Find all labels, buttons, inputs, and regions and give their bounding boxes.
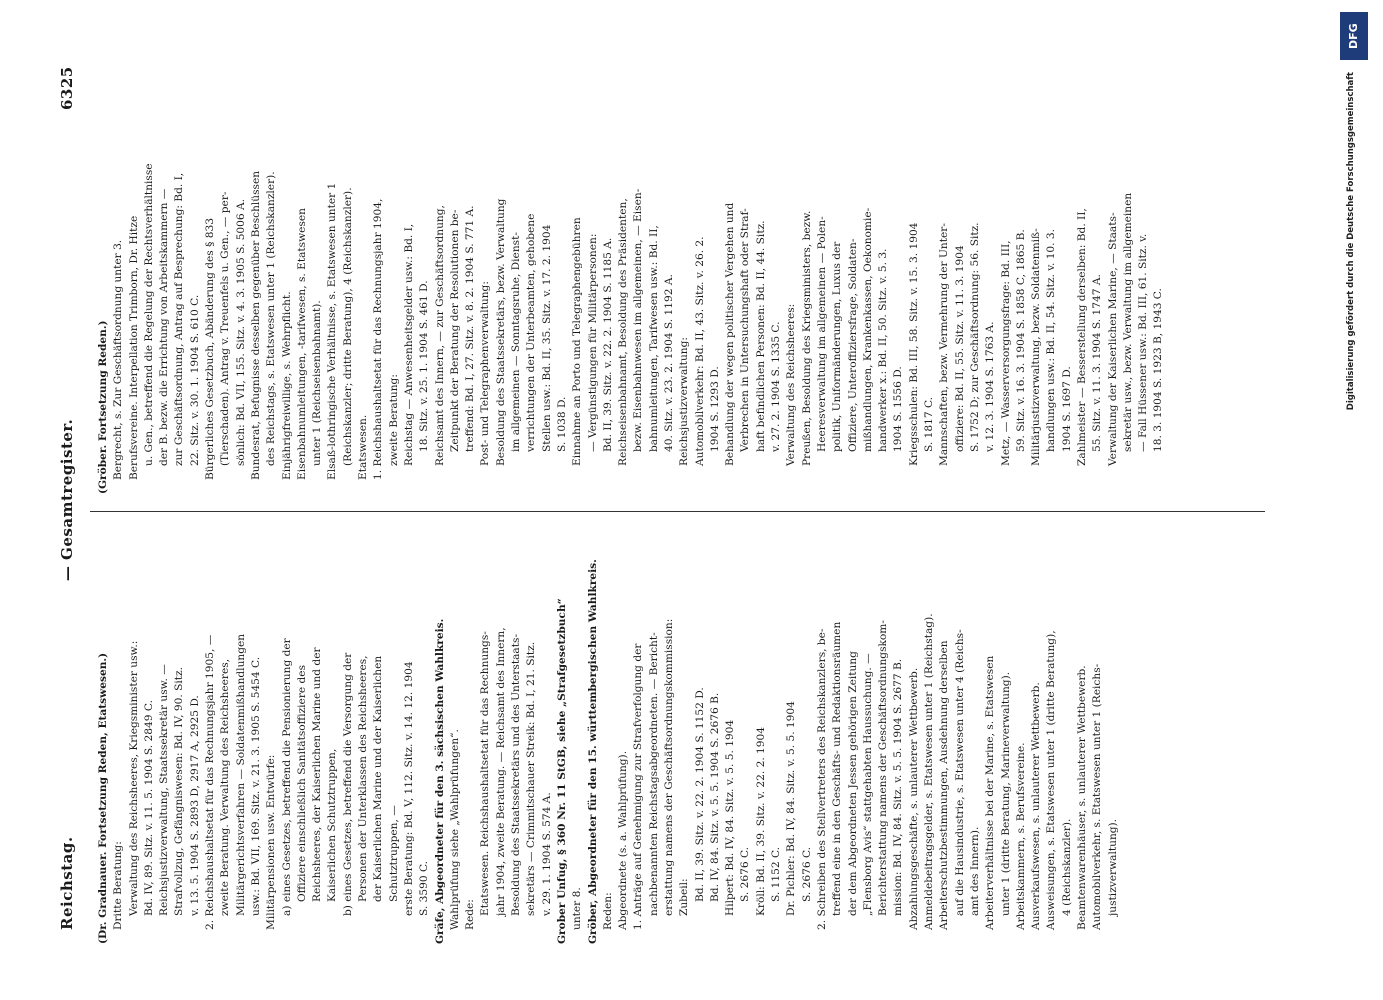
index-line: unter 1 (dritte Beratung, Marineverwaltung). [999,671,1012,916]
page-number: 6325 [58,66,76,110]
index-line: treffend eine in den Geschäfts- und Redaktionsräumen [831,621,844,916]
digitization-notice: Digitalisierung gefördert durch die Deutsche Forschungsgemeinschaft [1346,72,1356,411]
index-line: Besoldung des Staatssekretärs und des Unterstaats- [510,633,523,916]
index-line: Dr. Pichler: Bd. IV, 84. Sitz. v. 5. 5. 1904 [785,701,798,916]
index-line: Reichsjustizverwaltung, Staatssekretär usw. — [158,664,171,916]
index-line: 2. Reichshaushaltsetat für das Rechnungsjahr 1905, — [204,634,217,930]
index-line: Arbeiterverhältnisse bei der Marine, s. Etatswesen [984,655,997,930]
index-line: zur Geschäftsordnung, Antrag auf Besprechung: Bd. I, [173,172,186,466]
index-line: Zubeil: [678,878,691,916]
index-line: Zeitpunkt der Beratung der Resolutionen be- [448,209,461,452]
index-line: Bundesrat, Befugnisse desselben gegenüber Beschlüssen [249,170,262,480]
index-line: Besoldung des Staatssekretärs, bezw. Verwaltung [494,198,507,466]
index-line: (Reichskanzler; dritte Beratung), 4 (Reichskanzler). [341,187,354,466]
dfg-logo: DFG [1340,12,1368,60]
index-line: Verwaltung des Reichsheeres, Kriegsminister usw.: [127,640,140,916]
index-line: Reichsamt des Innern, — zur Geschäftsordnung, [433,205,446,466]
index-line: handlungen usw.: Bd. II, 54. Sitz. v. 10. 3. [1045,228,1058,452]
index-line: Eisenbahnumleitungen, -tarifwesen, s. Etatswesen [295,208,308,480]
index-line: — Vergünstigungen für Militärpersonen: [586,233,599,452]
index-line: 4 (Reichskanzler). [1060,818,1073,916]
index-line: jahr 1904, zweite Beratung. — Reichsamt des Innern, [494,627,507,916]
index-line: sönlich: Bd. VII, 155. Sitz. v. 4. 3. 1905 S. 5006 A. [234,198,247,466]
index-line: Behandlung der wegen politischer Vergehen und [724,202,737,466]
index-line: Etatswesen. Reichshaushaltsetat für das Rechnungs- [479,631,492,916]
index-line: Bergrecht, s. Zur Geschäftsordnung unter 3. [112,239,125,480]
index-line: erstattung namens der Geschäftsordnungskommission: [662,618,675,916]
index-line: Schutztruppen, — [387,805,400,902]
index-line: mission: Bd. IV, 84. Sitz. v. 5. 5. 1904 S. 2677 B. [892,658,905,916]
index-line: nachbenannten Reichstagsabgeordneten. — Bericht- [647,632,660,916]
index-line: politik, Uniformänderungen, Luxus der [831,241,844,452]
index-line: Arbeitskammern, s. Berufsvereine. [1014,742,1027,930]
index-line: Ausweisungen, s. Etatswesen unter 1 (dritte Beratung), [1045,630,1058,930]
index-line: Kriegsschulen: Bd. III, 58. Sitz. v. 15. 3. 1904 [907,222,920,466]
index-line: usw.: Bd. VII, 169. Sitz. v. 21. 3. 1905 S. 5454 C. [249,656,262,916]
column-divider [90,511,1265,512]
index-line: justizverwaltung). [1106,818,1119,916]
digitization-stamp [1340,12,1376,988]
index-line: Etatswesen. [357,414,370,480]
index-line: Automobilverkehr: Bd. II, 43. Sitz. v. 26. 2. [693,236,706,466]
index-line: Berichterstattung namens der Geschäftsordnungskom- [877,620,890,916]
index-line: Einjährigfreiwillige, s. Wehrpflicht. [280,291,293,480]
index-line: 1904 S. 1293 D. [708,366,721,452]
index-line: offiziere: Bd. II, 55. Sitz. v. 11. 3. 1904 [953,245,966,452]
index-line: Gröber, Abgeordneter für den 15. württembergischen Wahlkreis. [586,559,599,944]
index-line: Dritte Beratung: [112,841,125,930]
index-line: der Kaiserlichen Marine und der Kaiserlichen [372,655,385,902]
index-line: der dem Abgeordneten Jessen gehörigen Zeitung [846,651,859,916]
index-line: S. 1817 C. [923,396,936,452]
index-line: Reichstag — Anwesenheitsgelder usw.: Bd. I, [402,223,415,466]
index-line: a) eines Gesetzes, betreffend die Pensionierung der [280,638,293,916]
index-line: Berufsvereine. Interpellation Trimborn, Dr. Hitze [127,215,140,480]
index-line: Arbeiterschutzbestimmungen, Ausdehnung derselben [938,640,951,930]
index-line: zweite Beratung: [387,374,400,466]
index-line: S. 2676 C. [800,846,813,902]
index-line: zweite Beratung. Verwaltung des Reichsheeres, [219,658,232,916]
index-line: Strafvollzug, Gefängniswesen: Bd. IV, 90. Sitz. [173,667,186,916]
index-line: v. 27. 2. 1904 S. 1335 C. [770,321,783,452]
index-line: sekretärs — Crimmitschauer Streik: Bd. I, 21. Sitz. [525,641,538,916]
index-line: 1. Anträge auf Genehmigung zur Strafverfolgung der [632,643,645,930]
left-column [96,526,1276,944]
index-line: Anmeldebeitragsgelder, s. Etatswesen unter 1 (Reichstag). [923,613,936,930]
index-line: „Flensborg Avis“ stattgehabten Haussuchung. — [861,653,874,916]
index-line: Mannschaften, bezw. Vermehrung der Unter- [938,223,951,466]
index-line: S. 3590 C. [418,860,431,916]
index-line: 1. Reichshaushaltsetat für das Rechnungsjahr 1904, [372,198,385,480]
index-line: des Reichstags, s. Etatswesen unter 1 (Reichskanzler). [265,171,278,466]
index-line: Ausverkaufswesen, s. unlauterer Wettbewerb. [1030,682,1043,930]
index-line: 18. Sitz. v. 25. 1. 1904 S. 461 D. [418,280,431,452]
index-line: handwerker x.: Bd. II, 50. Sitz. v. 5. 3. [877,248,890,452]
index-line: (Gröber. Fortsetzung Reden.) [97,320,109,494]
running-head-center: — Gesamtregister. [58,418,76,582]
index-line: Offiziere, Unteroffiziersfrage, Soldaten- [846,238,859,452]
index-line: (Dr. Gradnauer. Fortsetzung Reden, Etatswesen.) [97,652,109,944]
index-line: Elsaß-lothringische Verhältnisse, s. Etatswesen unter 1 [326,182,339,480]
index-line: u. Gen., betreffend die Regelung der Rechtsverhältnisse [142,163,155,466]
index-line: Reichseisenbahnamt, Besoldung des Präsidenten, [617,198,630,466]
index-line: — Fall Hüssener usw.: Bd. III, 61. Sitz. v. [1137,233,1150,452]
index-line: mißhandlungen, Krankenkassen, Oekonomie- [861,207,874,452]
index-line: Rede: [464,899,477,930]
index-line: Heeresverwaltung im allgemeinen — Polen- [815,216,828,452]
index-line: Gräfe, Abgeordneter für den 3. sächsischen Wahlkreis. [433,618,446,944]
index-line: Verwaltung des Reichsheeres: [785,303,798,466]
index-line: verrichtungen der Unterbeamten, gehobene [525,213,538,452]
index-line: Bd. II, 39. Sitz. v. 22. 2. 1904 S. 1152 D. [693,687,706,902]
index-line: sekretär usw., bezw. Verwaltung im allgemeinen [1121,192,1134,452]
index-line: S. 1152 C. [770,846,783,902]
index-line: 2. Schreiben des Stellvertreters des Reichskanzlers, be- [815,628,828,930]
index-line: Reichsheeres, der Kaiserlichen Marine und der [311,647,324,902]
index-line: Verwaltung der Kaiserlichen Marine, — Staats- [1106,212,1119,466]
index-line: Abgeordnete (s. a. Wahlprüfung). [617,750,630,930]
index-line: bezw. Eisenbahnwesen im allgemeinen, — Eisen- [632,188,645,452]
index-line: Bürgerliches Gesetzbuch, Abänderung des § 833 [204,218,217,480]
index-line: Metz, — Wasserversorgungsfrage: Bd. III, [999,240,1012,466]
index-line: Militärjustizverwaltung, bezw. Soldatenmiß- [1030,228,1043,466]
index-line: Beamtenwarenhäuser, s. unlauterer Wettbewerb. [1076,665,1088,930]
index-line: der B. bezw. die Errichtung von Arbeitskammern — [158,188,171,466]
index-line: v. 12. 3. 1904 S. 1763 A. [984,321,997,452]
index-line: Kröll: Bd. II, 39. Sitz. v. 22. 2. 1904 [754,726,767,916]
index-line: Abzahlungsgeschäfte, s. unlauterer Wettbewerb. [907,667,920,930]
index-line: Personen der Unterklassen des Reichsheeres, [357,655,370,902]
index-line: Post- und Telegraphenverwaltung: [479,281,492,466]
index-line: 22. Sitz. v. 30. 1. 1904 S. 610 C. [188,294,201,466]
index-line: im allgemeinen — Sonntagsruhe, Dienst- [510,232,523,452]
index-line: Bd. IV, 84. Sitz. v. 5. 5. 1904 S. 2676 B. [708,692,721,902]
index-line: unter 1 (Reichseisenbahnamt). [311,300,324,466]
index-line: Reden: [601,892,614,930]
index-line: S. 1752 D; zur Geschäftsordnung: 56. Sitz. [968,222,981,452]
index-line: Militärpensionen usw. Entwürfe: [265,754,278,930]
index-line: Automobilverkehr, s. Etatswesen unter 1 (Reichs- [1091,663,1104,930]
index-line: Verbrechen in Untersuchungshaft oder Straf- [739,208,752,452]
index-line: bahnumleitungen, Tarifwesen usw.: Bd. II, [647,225,660,452]
index-line: Bd. IV, 89. Sitz. v. 11. 5. 1904 S. 2849 C. [142,700,155,916]
index-line: Grober Unfug, § 360 Nr. 11 StGB, siehe „Strafgesetzbuch“ [555,598,568,944]
index-line: auf die Hausindustrie, s. Etatswesen unter 4 (Reichs- [953,629,966,916]
index-line: Stellen usw.: Bd. II, 35. Sitz. v. 17. 2. 1904 [540,224,553,452]
index-line: Militärgerichtsverfahren — Soldatenmißhandlungen [234,633,247,916]
index-line: (Tierschaden). Antrag v. Treuenfels u. Gen., — per- [219,191,232,466]
index-line: 59. Sitz. v. 16. 3. 1904 S. 1858 C, 1865 B. [1014,229,1027,452]
index-line: erste Beratung: Bd. V, 112. Sitz. v. 14. 12. 1904 [402,661,415,916]
index-line: Bd. II, 39. Sitz. v. 22. 2. 1904 S. 1185 A. [601,237,614,452]
index-line: S. 1038 D. [555,396,568,452]
index-line: Hilpert: Bd. IV, 84. Sitz. v. 5. 5. 1904 [724,719,737,916]
index-line: Zahlmeister — Besserstellung derselben: Bd. II, [1076,208,1088,466]
index-line: Wahlprüfung siehe „Wahlprüfungen“. [448,729,461,930]
index-line: 1904 S. 1697 D. [1060,366,1073,452]
index-line: 40. Sitz. v. 23. 2. 1904 S. 1192 A. [662,274,675,452]
right-column [96,76,1276,494]
index-line: Offiziere einschließlich Sanitätsoffiziere des [295,664,308,902]
index-line: unter 8. [571,887,584,930]
index-line: treffend: Bd. I, 27. Sitz. v. 8. 2. 1904 S. 771 A. [464,205,477,452]
index-line: S. 2676 C. [739,846,752,902]
index-line: b) eines Gesetzes, betreffend die Versorgung der [341,652,354,916]
index-line: haft befindlichen Personen: Bd. II, 44. Sitz. [754,220,767,452]
index-line: amt des Innern). [968,826,981,916]
index-line: Einnahme an Porto und Telegraphengebühren [571,217,584,466]
index-line: 18. 3. 1904 S. 1923 B, 1943 C. [1152,288,1165,452]
index-line: Preußen, Besoldung des Kriegsministers, bezw. [800,210,813,466]
index-line: 55. Sitz. v. 11. 3. 1904 S. 1747 A. [1091,274,1104,452]
index-line: Kaiserlichen Schutztruppen, [326,748,339,902]
index-line: v. 13. 5. 1904 S. 2893 D, 2917 A, 2925 D. [188,695,201,916]
index-line: v. 29. 1. 1904 S. 574 A. [540,792,553,916]
index-line: Reichsjustizverwaltung: [678,337,691,466]
index-line: 1904 S. 1556 D. [892,366,905,452]
running-head-left: Reichstag. [58,836,76,930]
